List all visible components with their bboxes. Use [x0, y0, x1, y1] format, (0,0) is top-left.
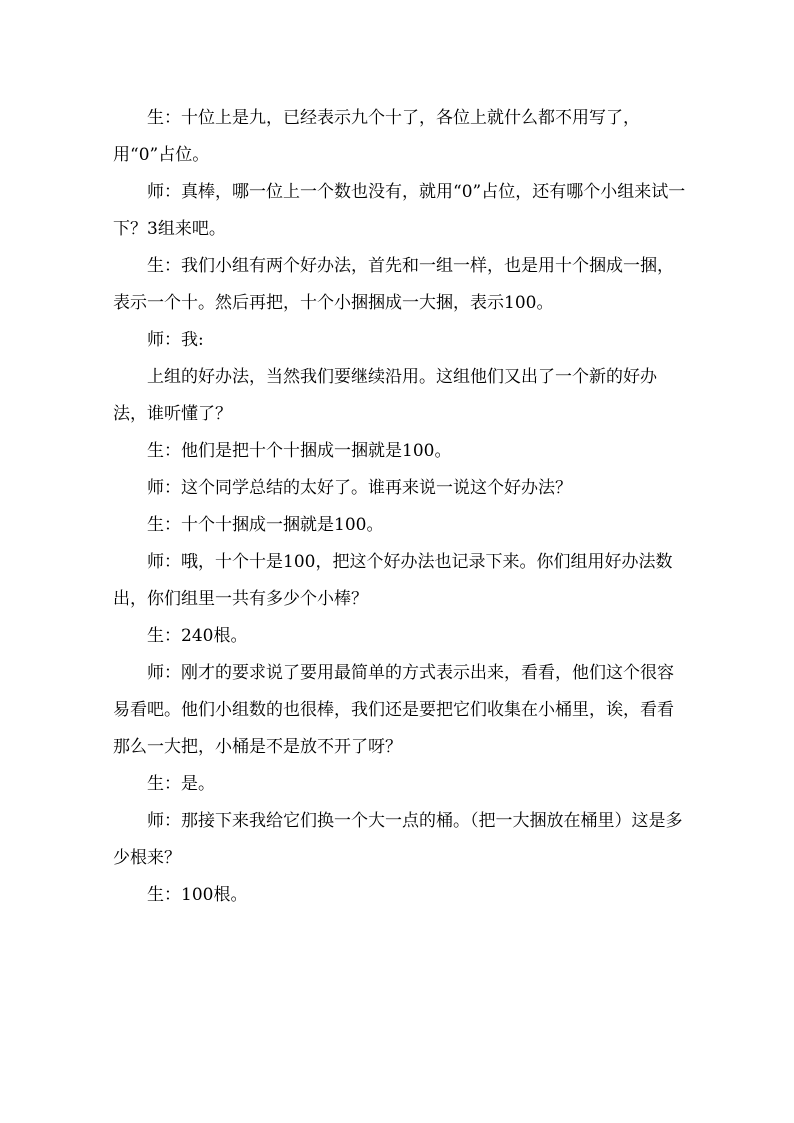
- paragraph: 师：真棒，哪一位上一个数也没有，就用“0”占位，还有哪个小组来试一下？3组来吧。: [113, 182, 686, 239]
- paragraph: 生：是。: [147, 774, 215, 794]
- paragraph: 生：我们小组有两个好办法，首先和一组一样，也是用十个捆成一捆，表示一个十。然后再把，十个小捆捆成一大捆，表示100。: [113, 256, 674, 313]
- paragraph: 生：240根。: [147, 626, 248, 646]
- paragraph: 生：100根。: [147, 885, 248, 905]
- paragraph: 师：刚才的要求说了要用最简单的方式表示出来，看看，他们这个很容易看吧。他们小组数的也很棒，我们还是要把它们收集在小桶里，诶，看看那么一大把，小桶是不是放不开了呀？: [113, 663, 674, 757]
- paragraph: 师：那接下来我给它们换一个大一点的桶。（把一大捆放在桶里）这是多少根来？: [113, 811, 683, 868]
- paragraph: 生：十个十捆成一捆就是100。: [147, 515, 384, 535]
- paragraph: 生：他们是把十个十捆成一捆就是100。: [147, 441, 452, 461]
- paragraph: 上组的好办法，当然我们要继续沿用。这组他们又出了一个新的好办法，谁听懂了？: [113, 367, 657, 424]
- paragraph: 生：十位上是九，已经表示九个十了，各位上就什么都不用写了，用“0”占位。: [113, 108, 640, 165]
- paragraph: 师：哦，十个十是100，把这个好办法也记录下来。你们组用好办法数出，你们组里一共有多少个小棒？: [113, 552, 673, 609]
- document-body: [113, 100, 688, 914]
- paragraph: 师：我:: [147, 330, 204, 350]
- paragraph: 师：这个同学总结的太好了。谁再来说一说这个好办法？: [147, 478, 572, 498]
